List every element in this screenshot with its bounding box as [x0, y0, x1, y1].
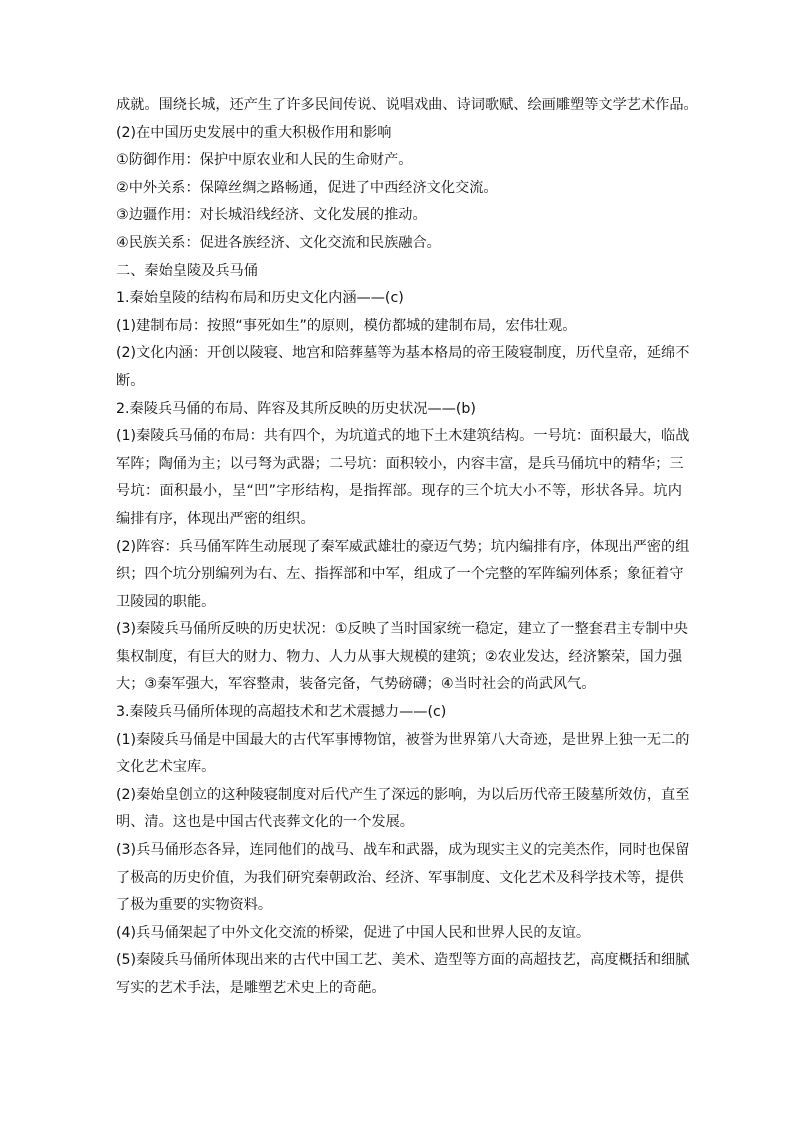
paragraph-line: (1)秦陵兵马俑是中国最大的古代军事博物馆，被誉为世界第八大奇迹，是世界上独一无二的 [116, 731, 690, 748]
paragraph-line: (2)阵容：兵马俑军阵生动展现了秦军威武雄壮的豪迈气势；坑内编排有序，体现出严密的组 [116, 538, 690, 555]
paragraph-line: 大；③秦军强大，军容整肃，装备完备，气势磅礴；④当时社会的尚武风气。 [116, 676, 596, 693]
paragraph-line: 编排有序，体现出严密的组织。 [116, 510, 315, 527]
subsection-heading: (2)在中国历史发展中的重大积极作用和影响 [116, 124, 392, 141]
paragraph-line: ①防御作用：保护中原农业和人民的生命财产。 [116, 152, 413, 169]
paragraph-line: 了极高的历史价值，为我们研究秦朝政治、经济、军事制度、文化艺术及科学技术等，提供 [116, 869, 684, 886]
paragraph-line: (2)文化内涵：开创以陵寝、地宫和陪葬墓等为基本格局的帝王陵寝制度，历代皇帝，延绵不 [116, 345, 690, 362]
paragraph-line: 军阵；陶俑为主；以弓弩为武器；二号坑：面积较小，内容丰富，是兵马俑坑中的精华；三 [116, 455, 684, 472]
paragraph-line: 成就。围绕长城，还产生了许多民间传说、说唱戏曲、诗词歌赋、绘画雕塑等文学艺术作品。 [116, 97, 698, 113]
paragraph-line: 断。 [116, 372, 145, 389]
section-heading: 二、秦始皇陵及兵马俑 [116, 262, 258, 279]
paragraph-line: (1)建制布局：按照“事死如生”的原则，模仿都城的建制布局，宏伟壮观。 [116, 317, 577, 334]
paragraph-line: 集权制度，有巨大的财力、物力、人力从事大规模的建筑；②农业发达，经济繁荣，国力强 [116, 648, 683, 665]
paragraph-line: 号坑：面积最小，呈“凹”字形结构，是指挥部。现存的三个坑大小不等，形状各异。坑内 [116, 483, 682, 500]
paragraph-line: ②中外关系：保障丝绸之路畅通，促进了中西经济文化交流。 [116, 179, 498, 196]
paragraph-line: 织；四个坑分别编列为右、左、指挥部和中军，组成了一个完整的军阵编列体系；象征着守 [116, 566, 684, 583]
paragraph-line: 写实的艺术手法，是雕塑艺术史上的奇葩。 [116, 980, 386, 996]
paragraph-line: 卫陵园的职能。 [116, 593, 216, 610]
paragraph-line: (4)兵马俑架起了中外文化交流的桥梁，促进了中国人民和世界人民的友谊。 [116, 924, 591, 941]
paragraph-line: (5)秦陵兵马俑所体现出来的古代中国工艺、美术、造型等方面的高超技艺，高度概括和细腻 [116, 952, 690, 969]
paragraph-line: ④民族关系：促进各族经济、文化交流和民族融合。 [116, 234, 441, 251]
paragraph-line: (3)秦陵兵马俑所反映的历史状况：①反映了当时国家统一稳定，建立了一整套君主专制中央 [116, 621, 688, 638]
paragraph-line: 明、清。这也是中国古代丧葬文化的一个发展。 [116, 814, 414, 831]
paragraph-line: (1)秦陵兵马俑的布局：共有四个，为坑道式的地下土木建筑结构。一号坑：面积最大，临战 [116, 428, 690, 445]
topic-heading: 3.秦陵兵马俑所体现的高超技术和艺术震撼力——(c) [116, 704, 447, 721]
paragraph-line: (3)兵马俑形态各异，连同他们的战马、战车和武器，成为现实主义的完美杰作，同时也保留 [116, 842, 690, 859]
document-page [116, 92, 698, 1003]
paragraph-line: 文化艺术宝库。 [116, 759, 216, 776]
paragraph-line: 了极为重要的实物资料。 [116, 897, 273, 914]
topic-heading: 1.秦始皇陵的结构布局和历史文化内涵——(c) [116, 290, 404, 307]
paragraph-line: (2)秦始皇创立的这种陵寝制度对后代产生了深远的影响，为以后历代帝王陵墓所效仿，直至 [116, 786, 690, 803]
topic-heading: 2.秦陵兵马俑的布局、阵容及其所反映的历史状况——(b) [116, 400, 476, 417]
paragraph-line: ③边疆作用：对长城沿线经济、文化发展的推动。 [116, 207, 427, 224]
